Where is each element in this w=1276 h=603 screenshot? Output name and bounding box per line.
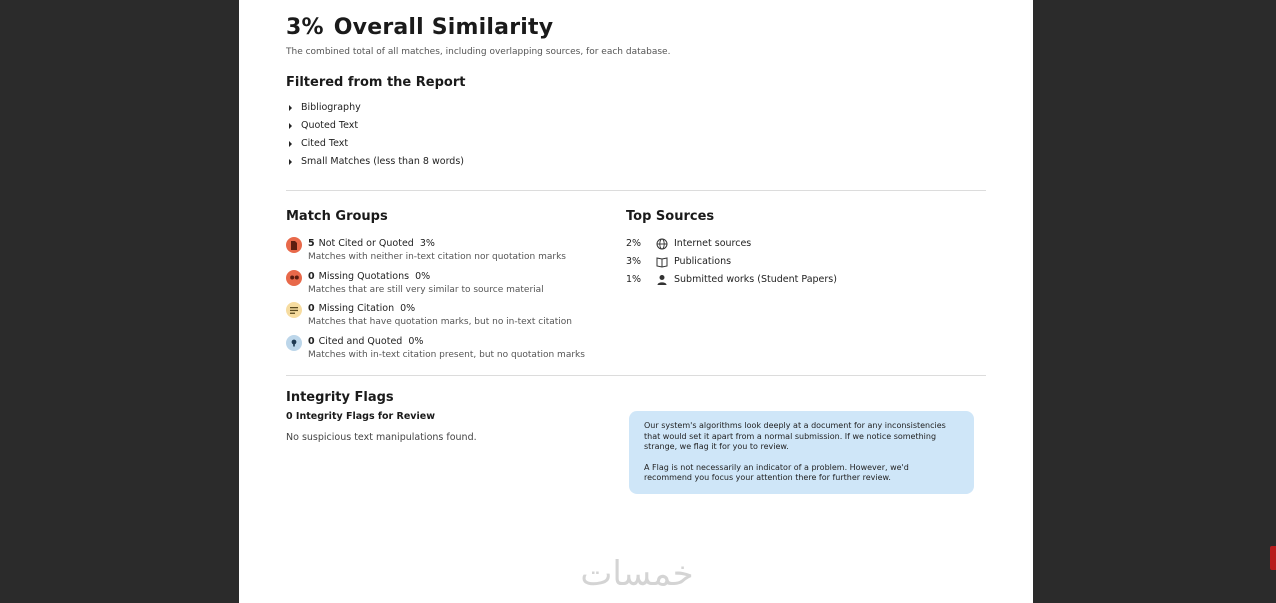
match-groups-list [286, 237, 616, 367]
flag-icon [286, 237, 302, 253]
integrity-none-message: No suspicious text manipulations found. [286, 432, 477, 443]
match-group-count: 0 [308, 303, 315, 314]
match-group-cited-quoted[interactable] [286, 335, 616, 368]
match-group-percent: 3% [419, 238, 435, 249]
watermark-logo [560, 555, 715, 593]
top-source-label: Publications [674, 256, 732, 267]
match-group-count: 0 [308, 270, 315, 282]
match-group-count: 5 [308, 238, 315, 249]
quote-icon [286, 270, 302, 286]
match-group-not-cited[interactable] [286, 237, 616, 270]
bullet-icon [289, 141, 292, 147]
section-divider [286, 190, 986, 191]
top-source-percent: 2% [626, 238, 642, 249]
integrity-heading: Integrity Flags [286, 390, 394, 405]
info-paragraph: A Flag is not necessarily an indicator of a problem. However, we'd recommend you focus your attention there for further review. [644, 462, 909, 482]
match-group-description: Matches with in-text citation present, but no quotation marks [308, 349, 585, 360]
match-group-description: Matches that are still very similar to source material [308, 284, 544, 295]
match-group-label: Missing Citation [318, 303, 395, 314]
match-group-description: Matches with neither in-text citation nor quotation marks [308, 252, 566, 262]
match-group-label: Missing Quotations [318, 270, 410, 282]
lines-icon [286, 302, 302, 318]
filtered-item [286, 101, 464, 119]
filtered-item [286, 137, 464, 155]
watermark-text: خمسات [580, 555, 694, 593]
match-group-missing-citation[interactable] [286, 302, 616, 335]
integrity-count: 0 Integrity Flags for Review [286, 411, 435, 422]
side-tab[interactable] [1270, 546, 1276, 570]
filtered-item-label: Quoted Text [301, 120, 359, 131]
filtered-item [286, 119, 464, 137]
match-group-percent: 0% [400, 303, 416, 314]
bullet-icon [289, 105, 292, 111]
overall-title: Overall Similarity [333, 15, 554, 40]
page-subtitle: The combined total of all matches, including overlapping sources, for each database. [286, 47, 671, 57]
match-group-description: Matches that have quotation marks, but no in-text citation [308, 317, 572, 327]
filtered-item-label: Bibliography [301, 102, 361, 113]
filtered-item-label: Small Matches (less than 8 words) [301, 156, 464, 167]
person-icon [656, 274, 668, 286]
match-groups-heading: Match Groups [286, 209, 388, 224]
page-title [286, 15, 553, 40]
filtered-item-label: Cited Text [301, 138, 349, 149]
book-icon [656, 256, 668, 268]
match-group-count: 0 [308, 335, 315, 347]
top-source-percent: 3% [626, 256, 642, 267]
check-icon [286, 335, 302, 351]
bullet-icon [289, 159, 292, 165]
match-group-percent: 0% [408, 335, 424, 347]
top-sources-heading: Top Sources [626, 209, 715, 224]
report-page [239, 0, 1033, 603]
bullet-icon [289, 123, 292, 129]
match-group-percent: 0% [415, 270, 431, 282]
filtered-list [286, 101, 464, 173]
integrity-info-box [629, 411, 974, 494]
filtered-heading: Filtered from the Report [286, 75, 466, 90]
section-divider [286, 375, 986, 376]
info-paragraph: Our system's algorithms look deeply at a document for any inconsistencies that would set it apart from a normal submission. If we notice something strange, we flag it for you to review. [644, 421, 946, 451]
overall-percent: 3% [286, 15, 324, 40]
match-group-missing-quotations[interactable] [286, 270, 616, 303]
match-group-label: Cited and Quoted [318, 335, 403, 347]
filtered-item [286, 155, 464, 173]
match-group-label: Not Cited or Quoted [318, 238, 414, 249]
top-source-percent: 1% [626, 274, 642, 285]
globe-icon [656, 238, 668, 250]
top-source-label: Submitted works (Student Papers) [674, 274, 837, 285]
top-source-label: Internet sources [674, 238, 752, 249]
